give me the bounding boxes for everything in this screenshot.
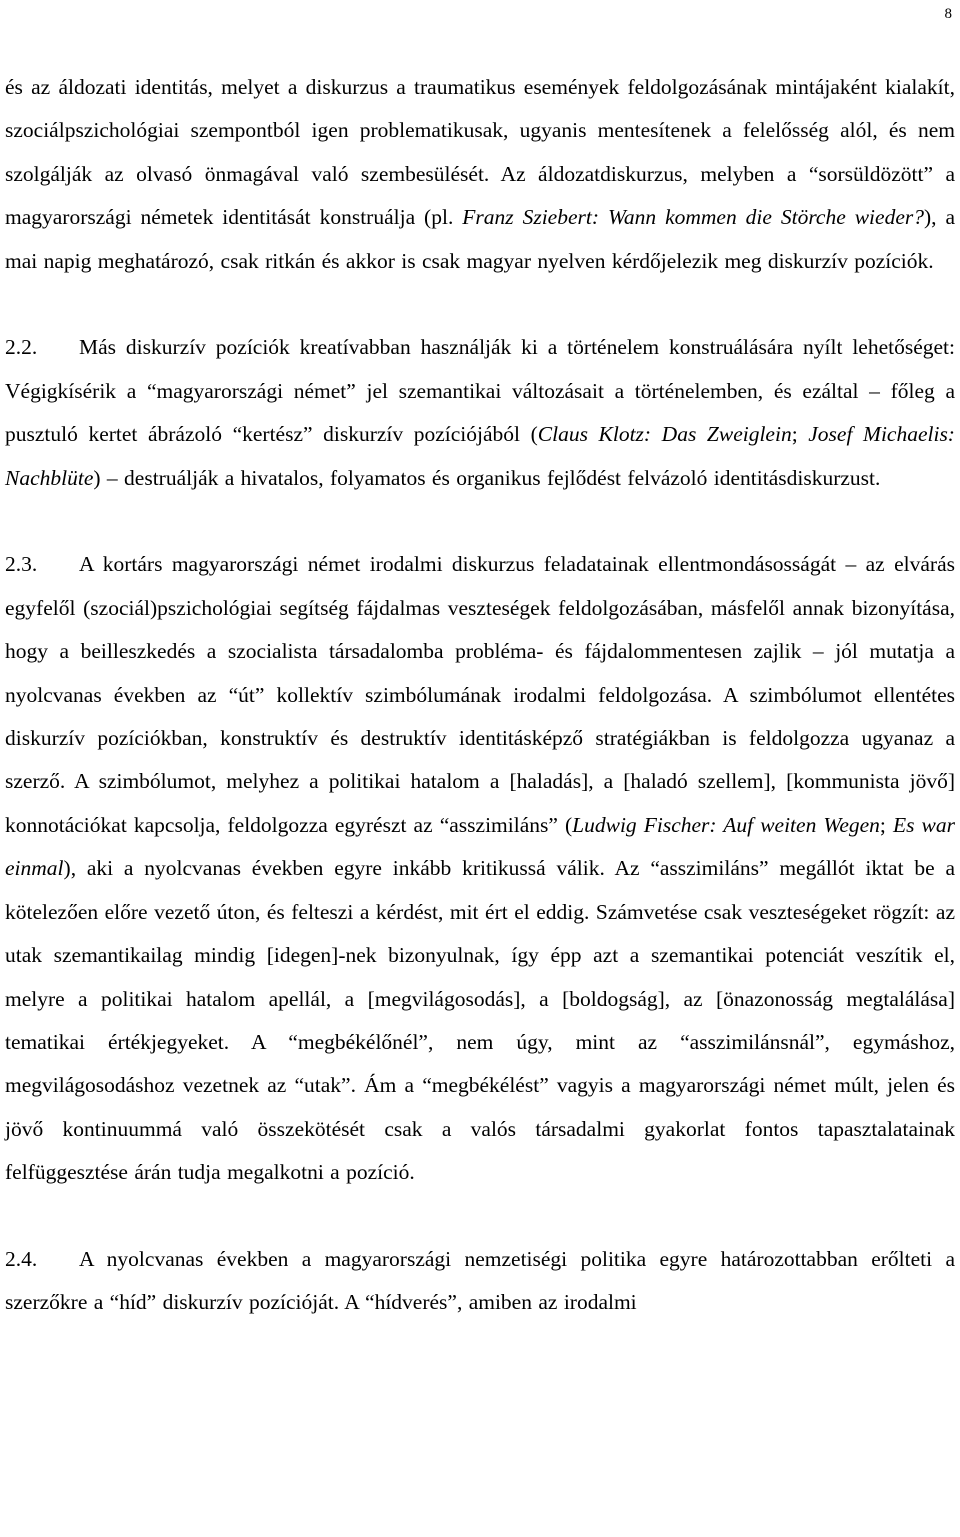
section-number: 2.2.	[5, 335, 38, 360]
paragraph-intro	[5, 66, 955, 283]
book-title: Josef Michaelis: Nachblüte	[5, 422, 955, 490]
document-body	[5, 66, 955, 1325]
section-number: 2.4.	[5, 1246, 38, 1271]
book-title: Franz Sziebert: Wann kommen die Störche wieder?	[462, 205, 924, 230]
paragraph-text: és az áldozati identitás, melyet a diskurzus a traumatikus események feldolgozásának mintájaként kialakít, szociálpszichológiai szempontból igen problematikusak, ugyanis mentesítenek a felelősség alól, és nem szolgálják az olvasó önmagával való szembesülését. Az áldozatdiskurzus, melyben a “sorsüldözött” a magyarországi németek identitását konstruálja (pl.	[5, 75, 955, 230]
section-2-4	[5, 1238, 955, 1325]
section-number: 2.3.	[5, 552, 38, 577]
paragraph-text: ;	[879, 812, 893, 837]
paragraph-gap	[5, 1195, 955, 1238]
paragraph-text: ;	[791, 422, 809, 447]
book-title: Ludwig Fischer: Auf weiten Wegen	[572, 812, 880, 837]
section-2-2	[5, 326, 955, 500]
paragraph-gap	[5, 283, 955, 326]
paragraph-text: Más diskurzív pozíciók kreatívabban használják ki a történelem konstruálására nyílt lehetőséget: Végigkísérik a “magyarországi német” jel szemantikai változásait a történelemben, és ezáltal – főleg a pusztuló kertet ábrázoló “kertész” diskurzív pozíciójából (	[5, 335, 955, 447]
paragraph-text: ) – destruálják a hivatalos, folyamatos és organikus fejlődést felvázoló identitásdiskurzust.	[93, 465, 881, 490]
paragraph-gap	[5, 500, 955, 543]
paragraph-text: ), aki a nyolcvanas években egyre inkább kritikussá válik. Az “asszimiláns” megállót iktat be a kötelezően előre vezető úton, és felteszi a kérdést, mit ért el eddig. Számvetése csak veszteségeket rögzít: az utak szemantikailag mindig [idegen]-nek bizonyulnak, így épp azt a szemantikai potenciát veszítik el, melyre a politikai hatalom apellál, a [megvilágosodás], a [boldogság], az [önazonosság megtalálása] tematikai értékjegyeket. A “megbékélőnél”, nem úgy, mint az “asszimilánsnál”, egymáshoz, megvilágosodáshoz vezetnek az “utak”. Ám a “megbékélést” vagyis a magyarországi német múlt, jelen és jövő kontinuummá való összekötését csak a valós társadalmi gyakorlat fontos tapasztalatainak felfüggesztése árán tudja megalkotni a pozíció.	[5, 856, 955, 1185]
book-title: Es war einmal	[5, 812, 955, 881]
paragraph-text: ), a mai napig meghatározó, csak ritkán és akkor is csak magyar nyelven kérdőjelezik meg diskurzív pozíciók.	[5, 205, 956, 273]
paragraph-text: A nyolcvanas években a magyarországi nemzetiségi politika egyre határozottabban erőlteti a szerzőkre a “híd” diskurzív pozícióját. A “hídverés”, amiben az irodalmi	[5, 1246, 955, 1315]
section-2-3	[5, 543, 955, 1194]
book-title: Claus Klotz: Das Zweiglein	[537, 422, 792, 447]
page-number: 8	[944, 6, 952, 22]
paragraph-text: A kortárs magyarországi német irodalmi diskurzus feladatainak ellentmondásosságát – az elvárás egyfelől (szociál)pszichológiai segítség fájdalmas veszteségek feldolgozásában, másfelől annak bizonyítása, hogy a beilleszkedés a szocialista társadalomba probléma- és fájdalommentesen zajlik – jól mutatja a nyolcvanas években az “út” kollektív szimbólumának irodalmi feldolgozása. A szimbólumot ellentétes diskurzív pozíciókban, konstruktív és destruktív identitásképző stratégiákban is feldolgozza ugyanaz a szerző. A szimbólumot, melyhez a politikai hatalom a [haladás], a [haladó szellem], [kommunista jövő] konnotációkat kapcsolja, feldolgozza egyrészt az “asszimiláns” (	[5, 552, 955, 837]
